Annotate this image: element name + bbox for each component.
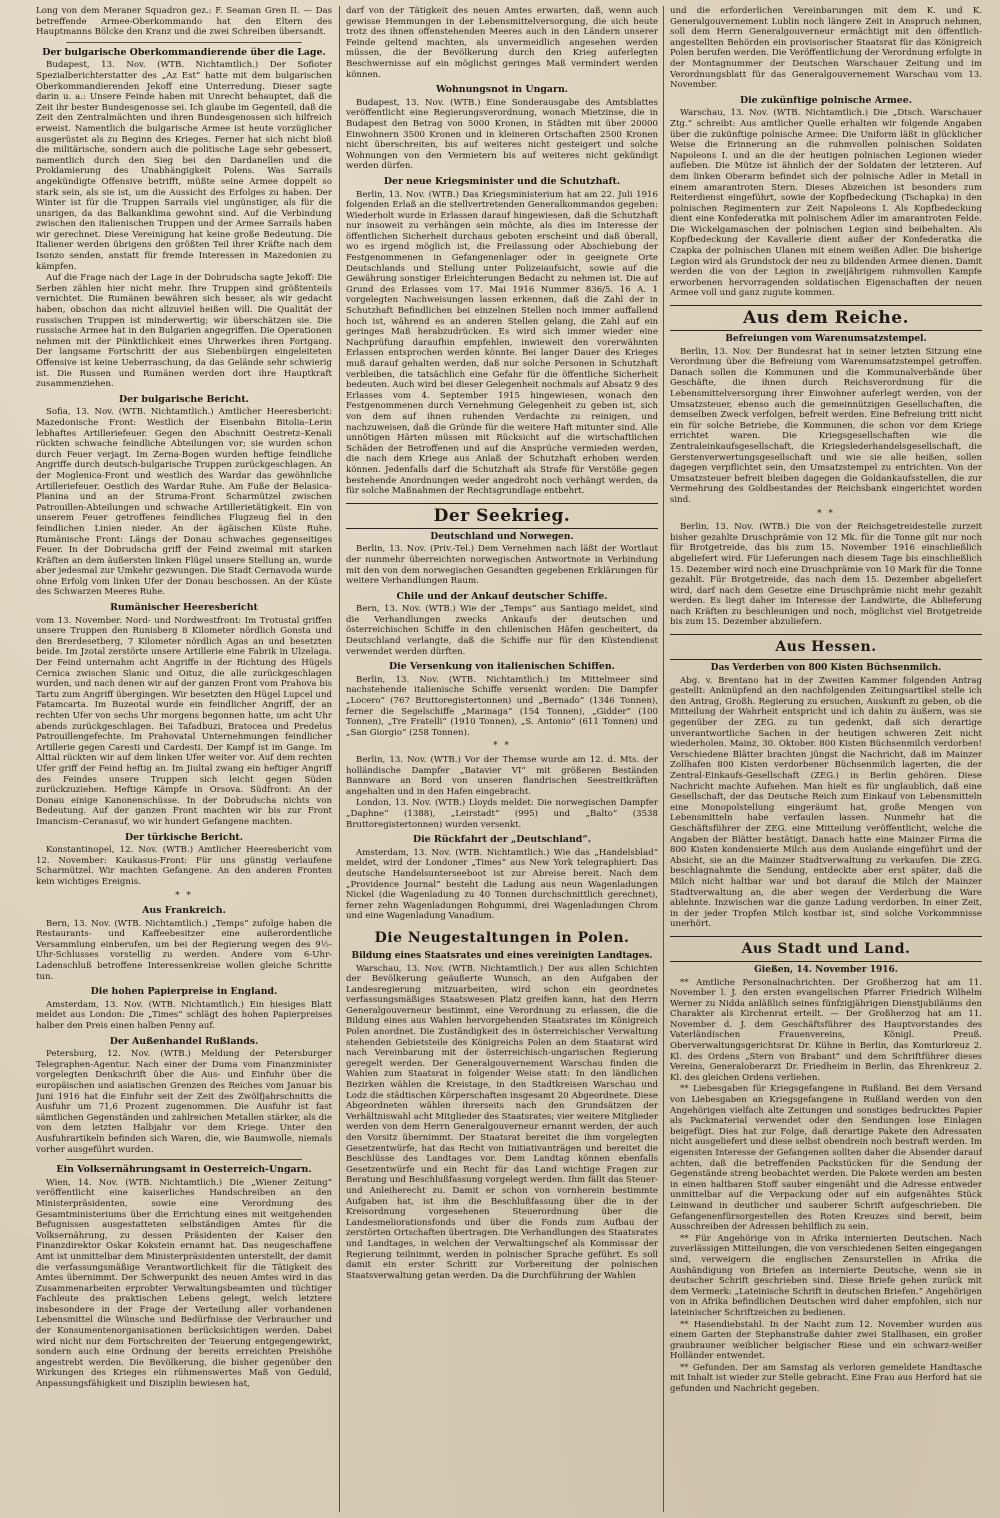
article-text: darf von der Tätigkeit des neuen Amtes erwarten, daß, wenn auch gewisse Hemmungen in der Lebensmittelversorgung, die sich heute trotz des ihnen offenstehenden Meeres auch in den Ländern unserer Feinde geltend machten, als unvermeidlich angesehen werden müssen, die der Bevölkerung durch den Krieg auferlegten Beschwernisse auf ein möglichst geringes Maß vermindert werden können. bbox=[346, 6, 658, 80]
headline: Aus Frankreich. bbox=[142, 905, 226, 917]
article-text: Wien, 14. Nov. (WTB. Nichtamtlich.) Die „Wiener Zeitung“ veröffentlicht eine kaiserliches Handschreiben an den Ministerpräsidenten, sowie eine Verordnung des Gesamtministeriums über die Errichtung eines mit weitgehenden Befugnissen ausgestatteten selbständigen Amtes für die Volksernährung, zu dessen Präsidenten der Kaiser den Finanzdirektor Oskar Kokstein ernannt hat. Das neugeschaffene Amt ist unmittelbar dem Ministerpräsidenten unterstellt, der damit die verfassungsmäßige Verantwortlichkeit für die Tätigkeit des Amtes übernimmt. Der Schwerpunkt des neuen Amtes wird in das Zusammenarbeiten erprobter Verwaltungsbeamten und tüchtiger Fachleute des praktischen Lebens gelegt, welch letztere insbesondere in der Frage der Verteilung aller vorhandenen Lebensmittel die Wünsche und Bedürfnisse der Verbraucher und der Konsumentenorganisationen berücksichtigen werden. Dabei wird nicht nur dem Fortschreiten der Teuerung entgegengewirkt, sondern auch eine Ordnung der bereits erreichten Preishöhe angestrebt werden. Die Bevölkerung, die bisher gegenüber den Wirkungen des Krieges ein rühmenswertes Maß von Geduld, Anpassungsfähigkeit und Disziplin bewiesen hat, bbox=[36, 1177, 332, 1390]
article-text: Berlin, 13. Nov. (Priv.-Tel.) Dem Vernehmen nach läßt der Wortlaut der nunmehr überreichten norwegischen Antwortnote in Verbindung mit den von dem norwegischen Gesandten gegebenen Erklärungen für weitere Verhandlungen Raum. bbox=[346, 544, 658, 587]
headline: Deutschland und Norwegen. bbox=[430, 531, 574, 542]
column-right bbox=[670, 6, 982, 1512]
subheadline: Bildung eines Staatsrates und eines vereinigten Landtages. bbox=[351, 950, 653, 961]
column-rule bbox=[339, 6, 340, 1512]
article-text: Budapest, 13. Nov. (WTB. Nichtamtlich.) Der Sofioter Spezialberichterstatter des „Az Est“ hatte mit dem bulgarischen Oberkommandierenden Jekoff eine Unterredung. Dieser sagte darin u. a.: Unsere Feinde haben mit Unrecht behauptet, daß die Zeit ihr bester Bundesgenosse sei. Ich glaube im Gegenteil, daß die Zeit den Zentralmächten und ihren Bundesgenossen sich hilfreich erweist. Namentlich die bulgarische Armee ist heute vorzüglicher ausgerüstet als zu Beginn des Krieges. Ferner hat sich nicht bloß die militärische, sondern auch die politische Lage sehr gebessert, namentlich durch den Sieg bei den Dardanellen und die Proklamierung des Unabhängigkeit Polens. Was Sarrails angekündigte Offensive betrifft, müßte seine Armee doppelt so stark sein, als sie ist, um die Aussicht des Erfolges zu haben. Der Winter ist für die Truppen Sarrails viel ungünstiger, als für die unsrigen, da das Balkanklima gewohnt sind. Auf die Verbindung zwischen den italienischen Truppen und der Armee Sarrails haben wir gerechnet. Diese Vereinigung hat keine große Bedeutung. Die Italiener werden übrigens den größten Teil ihrer Kräfte nach dem Isonzo senden, anstatt für fremde Interessen in Mazedonien zu kämpfen. bbox=[36, 60, 332, 272]
article-text: Berlin, 13. Nov. Der Bundesrat hat in seiner letzten Sitzung eine Verordnung über die Befreiung vom Warenumsatzstempel getroffen. Danach sollen die Kommunen und die Kommunalverbände über Geschäfte, die ihnen durch Reichsverordnung für die Lebensmittelversorgung ihrer Einwohner auferlegt werden, von der Umsatzsteuer, ebenso auch die gemeinnützigen Gesellschaften, die demselben Zweck verfolgen, befreit werden. Eine Befreiung tritt nicht ein für solche Betriebe, die Kommunen, die schon vor dem Kriege errichtet waren. Die Kriegsgesellschaften wie die Zentraleinkaufsgesellschaft, die Kriegslederhandelsgesellschaft, die Gerstenverwertungsgesellschaft und wie sie alle heißen, sollen dagegen verpflichtet sein, den Umsatzstempel zu entrichten. Von der Umsatzsteuer befreit bleiben dagegen die Goldankaufsstellen, die zur Vermehrung des Goldbestandes der Reichsbank eingerichtet worden sind. bbox=[670, 346, 982, 505]
dateline: Gießen, 14. November 1916. bbox=[754, 964, 898, 975]
section-headline: Die Neugestaltungen in Polen. bbox=[374, 929, 630, 946]
headline: Die zukünftige polnische Armee. bbox=[739, 94, 912, 106]
column-left bbox=[36, 6, 332, 1512]
section-stars: * * bbox=[493, 741, 511, 752]
article-text: Abg. v. Brentano hat in der Zweiten Kammer folgenden Antrag gestellt: Anknüpfend an den nachfolgenden Zeitungsartikel stelle ich den Antrag, Großh. Regierung zu ersuchen, Auskunft zu geben, ob die Mitteilung der Wahrheit entspricht und ich dahin zu äußern, was sie gegenüber der ZEG. zu tun gedenkt, daß sich derartige unverantwortliche Sachen in der heutigen schweren Zeit nicht wiederholen. Mainz, 30. Oktober. 800 Kisten Büchsenmilch verdorben! Verschiedene Blätter brachten jüngst die Nachricht, daß im Mainzer Zollhafen 800 Kisten verdorbener Büchsenmilch lagerten, die der Zentral-Einkaufs-Gesellschaft (ZEG.) in Berlin gehören. Diese Nachricht machte Aufsehen. Man hielt es für unglaublich, daß eine Gesellschaft, der das Deutsche Reich zum Einkauf von Lebensmitteln eine Monopolstellung eingeräumt hat, große Mengen von Lebensmitteln habe verfaulen lassen. Nunmehr hat die Geschäftsführer der ZEG. eine Mitteilung veröffentlicht, welche die Angaben der Blätter bestätigt. Danach hatte eine Mainzer Firma die 800 Kisten kondensierte Milch aus dem Auslande eingeführt und der Absicht, sie an die Mainzer Stadtverwaltung zu verkaufen. Die ZEG. beschlagnahmte die Sendung, entdeckte aber erst später, daß die Milch nicht haltbar war und bot darauf die Milch der Mainzer Stadtverwaltung an, die aber wegen der Verderbung die Ware ablehnte. Inzwischen war die ganze Ladung verdorben. In einer Zeit, in der jeder Tropfen Milch kostbar ist, sind solche Vorkommnisse unerhört. bbox=[670, 675, 982, 930]
article-text: vom 13. November. Nord- und Nordwestfront: Im Trotustal griffen unsere Truppen den Runisberg 8 Kilometer nördlich Gonsta und den Brerdesetberg, 7 Kilometer nördlich Agas an und besetzten beide. Im Jzotal zerstörte unsere Artillerie eine Fabrik in Ulzelaga. Der Feind unternahm acht Angriffe in der Richtung des Hügels Cernica zwischen Slanic und Oituz, die alle zurückgeschlagen wurden, und nach denen wir auf der ganzen Front vom Prahova bis Tartu zum Angriff übergingen. Wir besetzten den Hügel Lupcel und Fatamcarta. Im Buzeotal wurde ein feindlicher Angriff, der an rechten Ufer von sechs Uhr morgens begonnen hatte, um acht Uhr abends zurückgeschlagen. Bei Tafadbuzi, Bratocea und Predelus Patrouillengefechte. Im Prahovatal Unternehmungen feindlicher Artillerie gegen Caresti und Cardesti. Der Kampf ist im Gange. Im Alttal rückten wir auf dem linken Ufer weiter vor. Auf dem rechten Ufer griff der Feind heftig an. Im Jiultal zwang ein heftiger Angriff des Feindes unsere Truppen sich leicht gegen Süden zurückzuziehen. Heftige Kämpfe in Orsova. Südfront: An der Donau einige Kanonenschüsse. In der Dobrudscha nichts von Bedeutung. Auf der ganzen Front machten wir bis zur Front Imancism–Ceranasuf, wo wir hundert Gefangene machten. bbox=[36, 615, 332, 827]
headline: Chile und der Ankauf deutscher Schiffe. bbox=[396, 590, 608, 602]
section-headline: Aus dem Reiche. bbox=[670, 305, 982, 331]
article-text: Auf die Frage nach der Lage in der Dobrudscha sagte Jekoff: Die Serben zählen hier nicht mehr. Ihre Truppen sind größtenteils vernichtet. Die Rumänen bewähren sich besser, als wir gedacht haben, obschon das nicht allzuviel heißen will. Die Qualität der russischen Truppen ist minderwertig; wir überschätzen sie. Die russische Armee hat in den Bulgarien angegriffen. Die Operationen nehmen mit der Pünktlichkeit eines Uhrwerkes ihren Fortgang. Der langsame Fortschritt der aus Siebenbürgen eingeleiteten Offensive ist keine Ueberraschung, da das Gelände sehr schwierig ist. Die Russen und Rumänen werden dort ihre Hauptkraft zusammenziehen. bbox=[36, 273, 332, 390]
article-text: ** Hasendiebstahl. In der Nacht zum 12. November wurden aus einem Garten der Stephanstraße dahier zwei Stallhasen, ein großer graubrauner weiblicher belgischer Riese und ein schwarz-weißer Holländer entwendet. bbox=[670, 1319, 982, 1362]
article-text: ** Gefunden. Der am Samstag als verloren gemeldete Handtasche mit Inhalt ist wieder zur Stelle gebracht. Eine Frau aus Herford hat sie gefunden und Nachricht gegeben. bbox=[670, 1362, 982, 1395]
divider bbox=[66, 1159, 302, 1160]
section-stars: * * bbox=[817, 508, 835, 519]
article-text: Amsterdam, 13. Nov. (WTB. Nichtamtlich.) Wie das „Handelsblad“ meldet, wird der Londoner „Times“ aus New York telegraphiert: Das deutsche Handelsunterseeboot ist zur Abreise bereit. Nach dem „Providence Journal“ besteht die Ladung aus neun Wagenladungen Nickel (die Wagenladung zu 40 Tonnen durchschnittlich gerechnet), ferner zehn Wagenladungen Rohgummi, drei Wagenladungen Chrom und eine Wagenladung Vanadium. bbox=[346, 847, 658, 922]
headline: Der bulgarische Bericht. bbox=[119, 393, 249, 405]
column-middle bbox=[346, 6, 658, 1512]
article-text: Petersburg, 12. Nov. (WTB.) Meldung der Petersburger Telegraphen-Agentur. Nach einer der Duma vom Finanzminister vorgelegten Denkschrift über die Aus- und Einfuhr über die europäischen und asiatischen Grenzen des Reiches vom Januar bis Juni 1916 hat die Einfuhr seit der Zeit des Zwölfjahrschnitts die Ausfuhr um 71,6 Prozent zugenommen. Die Ausfuhr ist fast sämtlichen Gegenständen und zahlreichen Metallen stärker, als die von dem letzten Halbjahr vor dem Kriege. Unter den Ausfuhrartikeln befinden sich Waren, die, wie Baumwolle, niemals vorher ausgeführt wurden. bbox=[36, 1049, 332, 1155]
headline: Wohnungsnot in Ungarn. bbox=[435, 84, 569, 96]
article-text: ** Für Angehörige von in Afrika internierten Deutschen. Nach zuverlässigen Mitteilungen, die von verschiedenen Seiten eingegangen sind, verweigern die englischen Zensurstellen in Afrika die Aushändigung von Briefen an internierte Deutsche, wenn sie in deutscher Schrift geschrieben sind. Diese Briefe gehen zurück mit dem Vermerk: „Lateinische Schrift in deutschen Briefen.“ Angehörigen von in Afrika befindlichen Deutschen wird daher empfohlen, sich nur lateinischer Schriftzeichen zu bedienen. bbox=[670, 1233, 982, 1318]
article-text: und die erforderlichen Vereinbarungen mit dem K. und K. Generalgouvernement Lublin noch längere Zeit in Anspruch nehmen, soll dem Herrn Generalgouverneur ermächtigt mit den öffentlich-angestellten Behörden ein provisorischer Staatsrat für das Königreich Polen berufen werden. Die Veröffentlichung der Verordnung erfolgte in der Montagnummer der Deutschen Warschauer Zeitung und im Verordnungsblatt für das Generalgouvernement Warschau vom 13. November. bbox=[670, 6, 982, 91]
divider bbox=[66, 42, 302, 43]
article-text: Warschau, 13. Nov. (WTB. Nichtamtlich.) Der aus allen Schichten der Bevölkerung geäußerte Wunsch, an den Aufgaben der Landesregierung mitzuarbeiten, wird schon ein geordnetes verfassungsmäßiges Staatswesen Platz greifen kann, hat den Herrn Generalgouverneur bestimmt, eine Verordnung zu erlassen, die die Bildung eines aus Wahlen hervorgehenden Staatsrates im Königreich Polen anordnet. Die Zuständigkeit des in österreichischer Verwaltung stehenden Gebietsteile des Königreichs Polen an dem Staatsrat wird nach Vereinbarung mit der österreichisch-ungarischen Regierung geregelt werden. Der Generalgouvernement Warschau finden die Wahlen zum Staatsrat in folgender Weise statt: In den ländlichen Bezirken wählen die Kreistage, in den Stadtkreisen Warschau und Lodz die städtischen Körperschaften insgesamt 20 Abgeordnete. Diese Abgeordneten wählen ihrerseits nach den Grundsätzen der Verhältniswahl acht Mitglieder des Staatsrates; vier weitere Mitglieder werden von dem Herrn Generalgouverneur ernannt werden, der auch den Vorsitz übernimmt. Der Staatsrat bereitet die ihm vorgelegten Gesetzentwürfe, hat das Recht von Initiativanträgen und bereitet die Beschlüsse des Landtages vor. Dem Landtag können ebenfalls Gesetzentwürfe und ein Recht für das Land wichtige Fragen zur Beratung und Beschlußfassung vorgelegt werden. Ihm fällt das Steuer- und Anleiherecht zu. Damit er schon von vornherein bestimmte Aufgaben hat, ist ihm die Beschlußfassung über die in der Kreisordnung vorgesehenen Steuerordnung über die Landesmeliorationsfonds und über die Fonds zum Aufbau der zerstörten Ortschaften übertragen. Die Verhandlungen des Staatsrates und Landtages, in welchen der Verwaltungschef als Kommissar der Regierung teilnimmt, werden in polnischer Sprache geführt. Es soll damit ein erster Schritt zur Vorbereitung der polnischen Staatsverwaltung getan werden. Da die Durchführung der Wahlen bbox=[346, 963, 658, 1281]
headline: Die hohen Papierpreise in England. bbox=[90, 986, 278, 998]
headline: Das Verderben von 800 Kisten Büchsenmilch. bbox=[710, 663, 942, 674]
column-rule bbox=[663, 6, 664, 1512]
article-text: Konstantinopel, 12. Nov. (WTB.) Amtlicher Heeresbericht vom 12. November: Kaukasus-Front: Für uns günstig verlaufene Scharmützel. Wir machten Gefangene. An den anderen Fronten kein wichtiges Ereignis. bbox=[36, 845, 332, 887]
section-headline: Aus Hessen. bbox=[670, 634, 982, 660]
article-text: Berlin, 13. Nov. (WTB.) Die von der Reichsgetreidestelle zurzeit bisher gezahlte Druschprämie von 12 Mk. für die Tonne gilt nur noch für Brotgetreide, das bis zum 15. November 1916 einschließlich abgeliefert wird. Für Lieferungen nach diesem Tage bis einschließlich 15. Dezember wird noch eine Druschprämie von 10 Mark für die Tonne gezahlt. Für Brotgetreide, das nach dem 15. Dezember abgeliefert wird, darf nach dem Gesetze eine Druschprämie nicht mehr gezahlt werden. Es liegt daher im Interesse der Landwirte, die Ablieferung nach Kräften zu beschleunigen und noch, möglichst viel Brotgetreide bis zum 15. Dezember abzuliefern. bbox=[670, 522, 982, 628]
article-text: Budapest, 13. Nov. (WTB.) Eine Sonderausgabe des Amtsblattes veröffentlicht eine Regierungsverordnung, wonach Mietzinse, die in Budapest den Betrag von 5000 Kronen, in Städten mit über 20000 Einwohnern 3500 Kronen und in kleineren Ortschaften 2500 Kronen nicht überschreiten, bis auf weiteres nicht gesteigert und solche Wohnungen von den Vermietern bis auf weiteres nicht gekündigt werden dürfen. bbox=[346, 97, 658, 172]
article-text: ** Amtliche Personalnachrichten. Der Großherzog hat am 11. November l. J. den ersten evangelischen Pfarrer Friedrich Wilhelm Werner zu Nidda anläßlich seines fünfzigjährigen Dienstjubiläums den Charakter als Kirchenrat erteilt. — Der Großherzog hat am 11. November d. J. dem Geschäftsführer des Hauptvorstandes des Vaterländischen Frauenvereins, Königl. Preuß. Oberverwaltungsgerichtsrat Dr. Kühne in Berlin, das Komturkreuz 2. Kl. des Ordens „Stern von Brabant“ und dem Schriftführer dieses Vereins, Generaloberarzt Dr. Friedheim in Berlin, das Ehrenkreuz 2. Kl. des gleichen Ordens verliehen. bbox=[670, 977, 982, 1083]
section-stars: * * bbox=[175, 890, 193, 901]
article-text: ** Liebesgaben für Kriegsgefangene in Rußland. Bei dem Versand von Liebesgaben an Kriegsgefangene in Rußland werden von den Angehörigen vielfach alte Zeitungen und sonstiges bedrucktes Papier als Packmaterial verwendet oder den Sendungen lose Einlagen beigefügt. Dies hat zur Folge, daß derartige Pakete den Adressaten nicht ausgeliefert und diese selbst obendrein noch bestraft werden. Im eigensten Interesse der Gefangenen sollten daher die Absender darauf achten, daß die betreffenden Packstücken für die Sendung der Gegenstände streng beobachtet werden. Die Pakete werden am besten in einen haltbaren Stoff sauber eingenäht und die Adresse entweder unmittelbar auf die Verpackung oder auf ein aufgenähtes Stück Leinwand in deutlicher und sauberer Schrift aufgeschrieben. Die Gefangenenfürsorgestellen des Roten Kreuzes sind bereit, beim Ausschreiben der Adressen behilflich zu sein. bbox=[670, 1084, 982, 1233]
headline: Der Außenhandel Rußlands. bbox=[109, 1035, 259, 1047]
headline: Rumänischer Heeresbericht bbox=[110, 602, 258, 614]
article-text: Warschau, 13. Nov. (WTB. Nichtamtlich.) Die „Dtsch. Warschauer Ztg.“ schreibt: Aus amtlicher Quelle erhalten wir folgende Angaben über die zukünftige polnische Armee: Die Uniform läßt in glücklicher Weise die Erinnerung an die ruhmvollen polnischen Soldaten Napoleons I. und an die der heutigen polnischen Legionen wieder aufleben. Die Mütze ist ähnlich der der Soldaten der letzteren. Auf dem linken Oberarm befindet sich der polnische Adler in Metall in einem amarantroten Stern. Dieses Abzeichen ist besonders zum Reiterdienst eingeführt, sowie der Kopfbedeckung (Tschapka) in den polnischen Regimentern zur Zeit Napoleons I. Als Kopfbedeckung dient eine Konfederatka mit polnischem Adler im amarantroten Felde. Die Wickelgamaschen der polnischen Legion sind beibehalten. Als Kopfbedeckung der Kavallerie dient außer der Konfederatka die Czapka der polnischen Ulanen mit einem weißen Adler. Die bisherige Legion wird als Grundstock der neu zu bildenden Armee dienen. Damit werden die von der Legion in zweijährigem ruhmvollen Kampfe erworbenen hervorragenden soldatischen Eigenschaften der neuen Armee voll und ganz zugute kommen. bbox=[670, 108, 982, 299]
headline: Die Rückfahrt der „Deutschland“. bbox=[412, 834, 591, 846]
article-text: Berlin, 13. Nov. (WTB.) Das Kriegsministerium hat am 22. Juli 1916 folgenden Erlaß an die stellvertretenden Generalkommandos gegeben: Wiederholt wurde in Erlassen darauf hingewiesen, daß die Schutzhaft nur insoweit zu verhängen sein möchte, als dies im Interesse der öffentlichen Sicherheit durchaus geboten erscheint und daß überall, wo es irgend möglich ist, die Freilassung oder Abschiebung der Festgenommenen in Gefangenenlager oder in geeignete Orte Deutschlands und Stellung unter Polizeiaufsicht, sowie auf die Gewährung sonstiger Erleichterungen Bedacht zu nehmen ist. Die auf Grund des Erlasses vom 17. Mai 1916 Nummer 836/5. 16 A. 1 vorgelegten Nachweisungen lassen erkennen, daß die Zahl der in Schutzhaft Befindlichen bei einzelnen Stellen noch immer auffallend hoch ist, während es an anderen Stellen gelang, die Zahl auf ein geringes Maß herabzudrücken. Es wird sich immer wieder eine Nachprüfung daraufhin empfehlen, inwieweit den vorerwähnten Erlassen entsprochen werden könnte. Bei langer Dauer des Krieges muß darauf gehalten werden, daß nur solche Personen in Schutzhaft verbleiben, die tatsächlich eine Gefahr für die öffentliche Sicherheit bedeuten. Auch wird bei dieser Gelegenheit nochmals auf Absatz 9 des Erlasses vom 4. September 1915 hingewiesen, wonach den Festgenommenen durch Vernehmung Gelegenheit zu geben ist, sich von dem auf ihnen ruhenden Verdachte zu reinigen, und nachzuweisen, daß die Gründe für die weitere Haft mitunter sind. Alle unnötigen Härten müssen mit Rücksicht auf die wirtschaftlichen Schäden der Betroffenen und auf die Ansprüche vermieden werden, die nach dem Kriege aus Anlaß der Schutzhaft erhoben werden können. Jedenfalls darf die Schutzhaft als Strafe für Verstöße gegen bestehende Anordnungen weder angedroht noch verhängt werden, da für solche Maßnahmen der Rechtsgrundlage entbehrt. bbox=[346, 189, 658, 497]
article-text: Amsterdam, 13. Nov. (WTB. Nichtamtlich.) Ein hiesiges Blatt meldet aus London: Die „Times“ schlägt des hohen Papierpreises halber den Preis einen halben Penny auf. bbox=[36, 999, 332, 1032]
headline: Der türkische Bericht. bbox=[125, 831, 243, 843]
headline: Der bulgarische Oberkommandierende über die Lage. bbox=[42, 46, 326, 58]
article-text: Bern, 13. Nov. (WTB.) Wie der „Temps“ aus Santiago meldet, sind die Verhandlungen zwecks Ankaufs der deutschen und österreichischen Schiffe in den chilenischen Häfen gescheitert, da Deutschland verlangte, daß die Schiffe nur für den Küstendienst verwendet werden dürften. bbox=[346, 604, 658, 657]
article-text: Long von dem Meraner Squadron gez.: F. Seaman Gren II. — Das betreffende Armee-Oberkommando hat den Eltern des Hauptmanns Bölcke den Kranz und die zwei Schreiben übersandt. bbox=[36, 6, 332, 38]
headline: Befreiungen vom Warenumsatzstempel. bbox=[725, 334, 927, 345]
article-text: Sofia, 13. Nov. (WTB. Nichtamtlich.) Amtlicher Heeresbericht: Mazedonische Front: Westlich der Eisenbahn Bitolia–Lerin lebhaftes Artilleriefeuer. Gegen den Abschnitt Oestretz–Kenali rückten schwache feindliche Abteilungen vor; sie wurden schon durch Feuer verjagt. Im Zerna-Bogen wurden heftige feindliche Angriffe durch deutsch-bulgarische Truppen zurückgeschlagen. An der Moglenica-Front und westlich des Wardar das gewöhnliche Artilleriefeuer. Oestlich des Wardar Ruhe. Am Fuße der Belasica-Planina und an der Struma-Front Scharmützel zwischen Patrouillen-Abteilungen und schwache Artillerietätigkeit. Ein von unserem Feuer getroffenes feindliches Flugzeug fiel in den feindlichen Linien nieder. An der ägäischen Küste Ruhe. Rumänische Front: Längs der Donau schwaches gegenseitiges Feuer. In der Dobrudscha griff der Feind zweimal mit starken Kräften an dem äußersten linken Flügel unsere Stellung an, wurde aber jedesmal zur Umkehr gezwungen. Die Stadt Cernavoda wurde ohne Erfolg vom linken Ufer der Donau beschossen. An der Küste des Schwarzen Meeres Ruhe. bbox=[36, 407, 332, 598]
article-text: Berlin, 13. Nov. (WTB.) Vor der Themse wurde am 12. d. Mts. der holländische Dampfer „Batavier VI“ mit größeren Beständen Bannware an Bord von unseren flandrischen Seestreitkräften angehalten und in den Hafen eingebracht. bbox=[346, 755, 658, 797]
section-headline: Aus Stadt und Land. bbox=[670, 936, 982, 962]
section-headline: Der Seekrieg. bbox=[346, 503, 658, 529]
article-text: Berlin, 13. Nov. (WTB. Nichtamtlich.) Im Mittelmeer sind nachstehende italienische Schiffe versenkt worden: Die Dampfer „Locero“ (767 Bruttoregistertonnen) und „Bernado“ (1346 Tonnen), ferner die Segelschiffe „Marinaga“ (154 Tonnen), „Gidder“ (100 Tonnen), „Tre Fratelli“ (1910 Tonnen), „S. Antonio“ (611 Tonnen) und „San Giorgio“ (258 Tonnen). bbox=[346, 674, 658, 738]
article-text: Bern, 13. Nov. (WTB. Nichtamtlich.) „Temps“ zufolge haben die Restaurants- und Kaffeebesitzer eine außerordentliche Versammlung einberufen, um bei der Regierung wegen des 9½-Uhr-Schlusses vorstellig zu werden. Andere vom 6-Uhr-Ladenschluß betroffene Interessenkreise wollen gleiche Schritte tun. bbox=[36, 918, 332, 982]
headline: Ein Volksernährungsamt in Oesterreich-Ungarn. bbox=[56, 1164, 312, 1176]
headline: Die Versenkung von italienischen Schiffen. bbox=[389, 661, 615, 673]
headline: Der neue Kriegsminister und die Schutzhaft. bbox=[383, 175, 621, 187]
article-text: London, 13. Nov. (WTB.) Lloyds meldet: Die norwegischen Dampfer „Daphne“ (1388), „Leirstadt“ (995) und „Balto“ (3538 Bruttoregistertonnen) wurden versenkt. bbox=[346, 798, 658, 830]
